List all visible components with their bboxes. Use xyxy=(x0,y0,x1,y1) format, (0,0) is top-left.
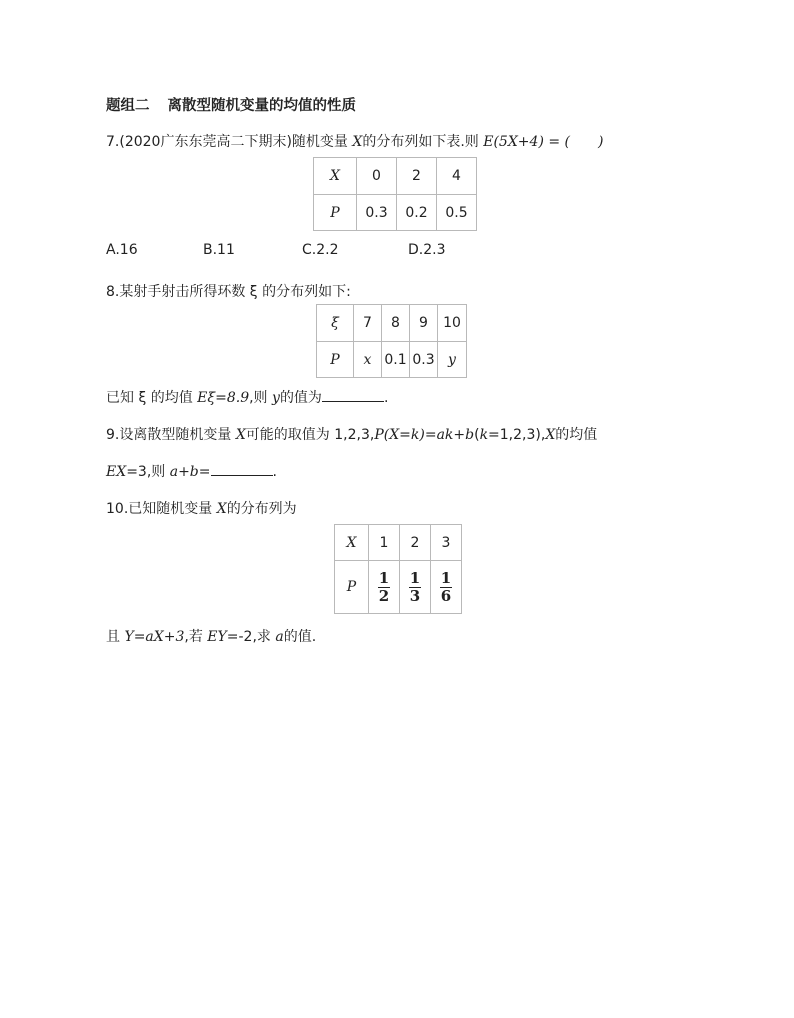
question-8 xyxy=(106,281,351,301)
section-heading xyxy=(106,94,356,115)
q9-text-b: 可能的取值为 1,2,3, xyxy=(245,427,375,443)
q9-var-2: X xyxy=(545,427,556,443)
q10-text: 已知随机变量 xyxy=(128,501,217,517)
q7-var: X xyxy=(352,134,363,150)
q10-p-label-cell: P xyxy=(335,561,369,614)
q10-prob-cell xyxy=(431,561,462,614)
q10-follow-text: 且 xyxy=(106,629,125,645)
q7-prob-cell: 0.5 xyxy=(437,195,477,231)
q7-option-d[interactable]: D.2.3 xyxy=(408,242,446,258)
q7-option-b[interactable]: B.11 xyxy=(203,242,235,258)
q7-text-b: 的分布列如下表.则 xyxy=(362,134,484,150)
q9-answer-blank[interactable] xyxy=(211,463,273,476)
q7-header-cell: X xyxy=(314,158,357,195)
q8-p-label-cell: P xyxy=(317,342,354,378)
q9-expr-ex: EX xyxy=(106,464,127,480)
q10-var: X xyxy=(216,501,227,517)
q7-source: (2020广东东莞高二下期末) xyxy=(119,134,292,150)
q7-expr: E(5X+4) = ( ) xyxy=(483,134,604,150)
q8-prob-cell: y xyxy=(438,342,467,378)
q10-prob-cell xyxy=(369,561,400,614)
q9-expr: P(X=k)=ak+b xyxy=(374,427,475,443)
q7-option-c[interactable]: C.2.2 xyxy=(302,242,339,258)
q8-follow-expr: Eξ=8.9 xyxy=(197,390,250,406)
fraction-one-half: $\frac{1}{2}$ xyxy=(378,568,390,605)
question-9 xyxy=(106,424,597,444)
q10-follow-expr-2: EY xyxy=(207,629,227,645)
q10-follow-expr: Y=aX+3 xyxy=(124,629,185,645)
q10-follow-var: a xyxy=(275,629,284,645)
q9-line2-text: =3,则 xyxy=(126,464,170,480)
q9-line2-text-b: = xyxy=(198,464,211,480)
q10-follow-text-c: =-2,求 xyxy=(226,629,276,645)
q7-options xyxy=(106,242,446,258)
q10-value-cell: 2 xyxy=(400,525,431,561)
q8-value-cell: 8 xyxy=(382,305,410,342)
q10-prob-cell xyxy=(400,561,431,614)
q9-text-c: ( xyxy=(474,427,480,443)
q10-value-cell: 1 xyxy=(369,525,400,561)
q8-value-cell: 9 xyxy=(410,305,438,342)
q7-prob-cell: 0.2 xyxy=(397,195,437,231)
q8-follow-up xyxy=(106,387,388,407)
q8-prob-cell: 0.1 xyxy=(382,342,410,378)
q9-expr-ab: a+b xyxy=(169,464,199,480)
q9-text-d: =1,2,3), xyxy=(488,427,546,443)
q8-end: . xyxy=(383,390,389,406)
q9-text-e: 的均值 xyxy=(555,427,598,443)
question-7 xyxy=(106,131,603,151)
q10-distribution-table xyxy=(334,524,462,614)
q8-value-cell: 10 xyxy=(438,305,467,342)
q8-header-cell: ξ xyxy=(317,305,354,342)
section-title: 离散型随机变量的均值的性质 xyxy=(167,98,356,114)
q8-prob-cell: 0.3 xyxy=(410,342,438,378)
q8-value-cell: 7 xyxy=(354,305,382,342)
question-10 xyxy=(106,498,297,518)
q9-end: . xyxy=(272,464,277,480)
q8-number: 8. xyxy=(106,284,120,300)
fraction-one-sixth: $\frac{1}{6}$ xyxy=(440,568,452,605)
q7-value-cell: 2 xyxy=(397,158,437,195)
q7-value-cell: 0 xyxy=(357,158,397,195)
q10-header-cell: X xyxy=(335,525,369,561)
q8-answer-blank[interactable] xyxy=(322,389,384,402)
section-label: 题组二 xyxy=(106,98,150,114)
q9-k: k xyxy=(479,427,489,443)
q10-follow-up xyxy=(106,626,316,646)
q7-distribution-table xyxy=(313,157,477,231)
q9-var: X xyxy=(235,427,246,443)
fraction-one-third: $\frac{1}{3}$ xyxy=(409,568,421,605)
q8-follow-text-c: 的值为 xyxy=(279,390,322,406)
q7-number: 7. xyxy=(106,134,120,150)
q8-follow-text: 已知 ξ 的均值 xyxy=(106,390,198,406)
q10-text-b: 的分布列为 xyxy=(226,501,297,517)
q7-prob-cell: 0.3 xyxy=(357,195,397,231)
q9-text: 设离散型随机变量 xyxy=(119,427,236,443)
q10-follow-text-b: ,若 xyxy=(184,629,208,645)
question-9-line-2 xyxy=(106,461,277,481)
q7-value-cell: 4 xyxy=(437,158,477,195)
q10-value-cell: 3 xyxy=(431,525,462,561)
q9-number: 9. xyxy=(106,427,120,443)
q8-follow-text-b: ,则 xyxy=(249,390,273,406)
q8-prob-cell: x xyxy=(354,342,382,378)
q10-follow-text-d: 的值. xyxy=(283,629,317,645)
q8-text: 某射手射击所得环数 ξ 的分布列如下: xyxy=(119,284,351,300)
q10-number: 10. xyxy=(106,501,129,517)
q8-follow-var: y xyxy=(272,390,280,406)
q7-p-label-cell: P xyxy=(314,195,357,231)
q8-distribution-table xyxy=(316,304,467,378)
q7-text: 随机变量 xyxy=(291,134,353,150)
q7-option-a[interactable]: A.16 xyxy=(106,242,138,258)
